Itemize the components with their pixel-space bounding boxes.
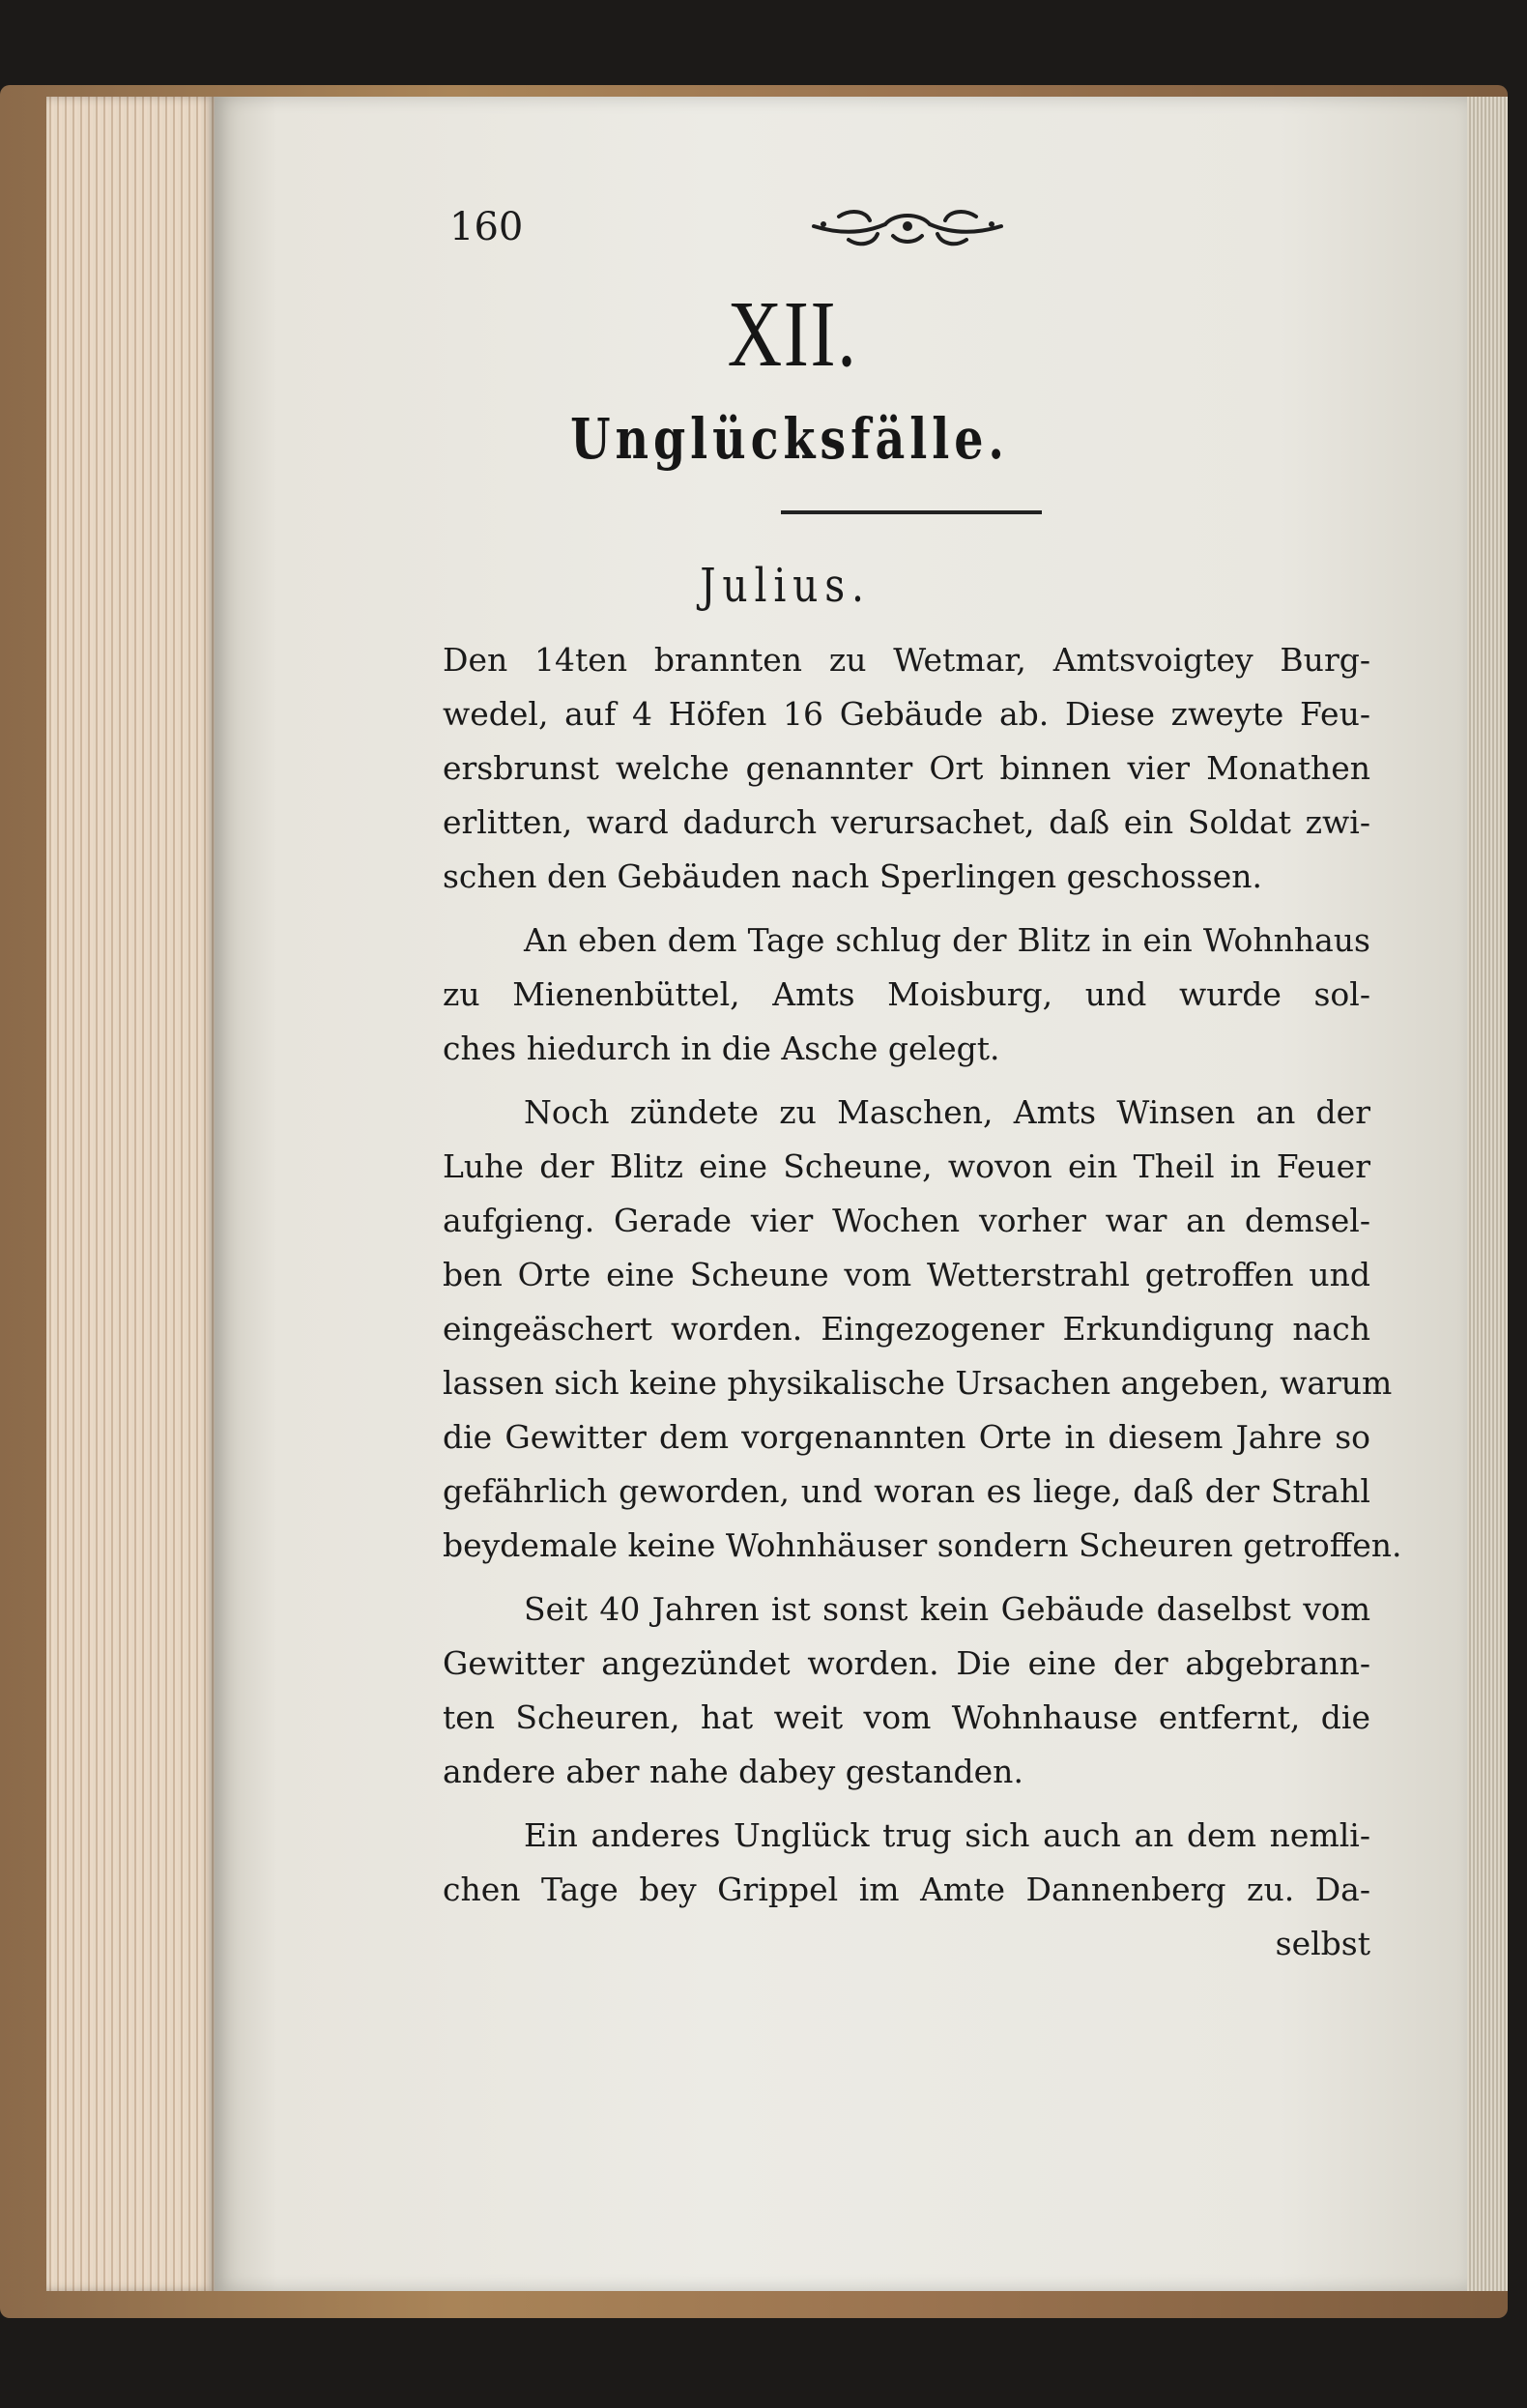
text-line: ben Orte eine Scheune vom Wetterstrahl getroffen und [443,1256,1370,1293]
text-line: Gewitter angezündet worden. Die eine der abgebrann- [443,1644,1370,1682]
text-line: aufgieng. Gerade vier Wochen vorher war an demsel- [443,1202,1370,1239]
text-line: beydemale keine Wohnhäuser sondern Scheuren getroffen. [443,1526,1402,1564]
text-line: andere aber nahe dabey gestanden. [443,1753,1023,1790]
paragraph-5 [443,1809,1370,1971]
text-line: Ein anderes Unglück trug sich auch an dem nemli- [524,1816,1370,1854]
paragraph-2 [443,914,1370,1076]
text-line: ches hiedurch in die Asche gelegt. [443,1030,1000,1067]
body-text [443,633,1402,1981]
ornament-icon [810,205,1005,251]
paragraph-1 [443,633,1370,904]
text-line: Seit 40 Jahren ist sonst kein Gebäude daselbst vom [524,1590,1370,1628]
text-line: An eben dem Tage schlug der Blitz in ein Wohnhaus [524,921,1370,959]
text-line: erlitten, ward dadurch verursachet, daß ein Soldat zwi- [443,803,1370,841]
paragraph-4 [443,1582,1370,1799]
text-line: die Gewitter dem vorgenannten Orte in diesem Jahre so [443,1418,1370,1456]
text-line: Noch zündete zu Maschen, Amts Winsen an der [524,1093,1370,1131]
text-line: Den 14ten brannten zu Wetmar, Amtsvoigtey Burg- [443,641,1370,679]
text-line: wedel, auf 4 Höfen 16 Gebäude ab. Diese zweyte Feu- [443,695,1370,733]
text-line: eingeäschert worden. Eingezogener Erkundigung nach [443,1310,1370,1348]
paragraph-3 [443,1086,1402,1573]
text-line: chen Tage bey Grippel im Amte Dannenberg zu. Da- [443,1871,1370,1908]
month-heading: Julius. [700,559,871,613]
text-line: ten Scheuren, hat weit vom Wohnhause entfernt, die [443,1698,1370,1736]
text-line: Luhe der Blitz eine Scheune, wovon ein Theil in Feuer [443,1147,1370,1185]
text-line: ersbrunst welche genannter Ort binnen vier Monathen [443,749,1370,787]
chapter-title: Unglücksfälle. [570,406,1009,472]
title-rule [781,510,1042,514]
text-line: lassen sich keine physikalische Ursachen angeben, warum [443,1364,1393,1402]
page-number: 160 [449,205,524,249]
text-line: zu Mienenbüttel, Amts Moisburg, und wurde sol- [443,975,1370,1013]
catchword: selbst [1275,1925,1370,1962]
text-line: gefährlich geworden, und woran es liege, daß der Strahl [443,1472,1370,1510]
chapter-number: XII. [727,282,858,387]
page-edges-right [1467,97,1508,2291]
text-line: schen den Gebäuden nach Sperlingen geschossen. [443,857,1262,895]
